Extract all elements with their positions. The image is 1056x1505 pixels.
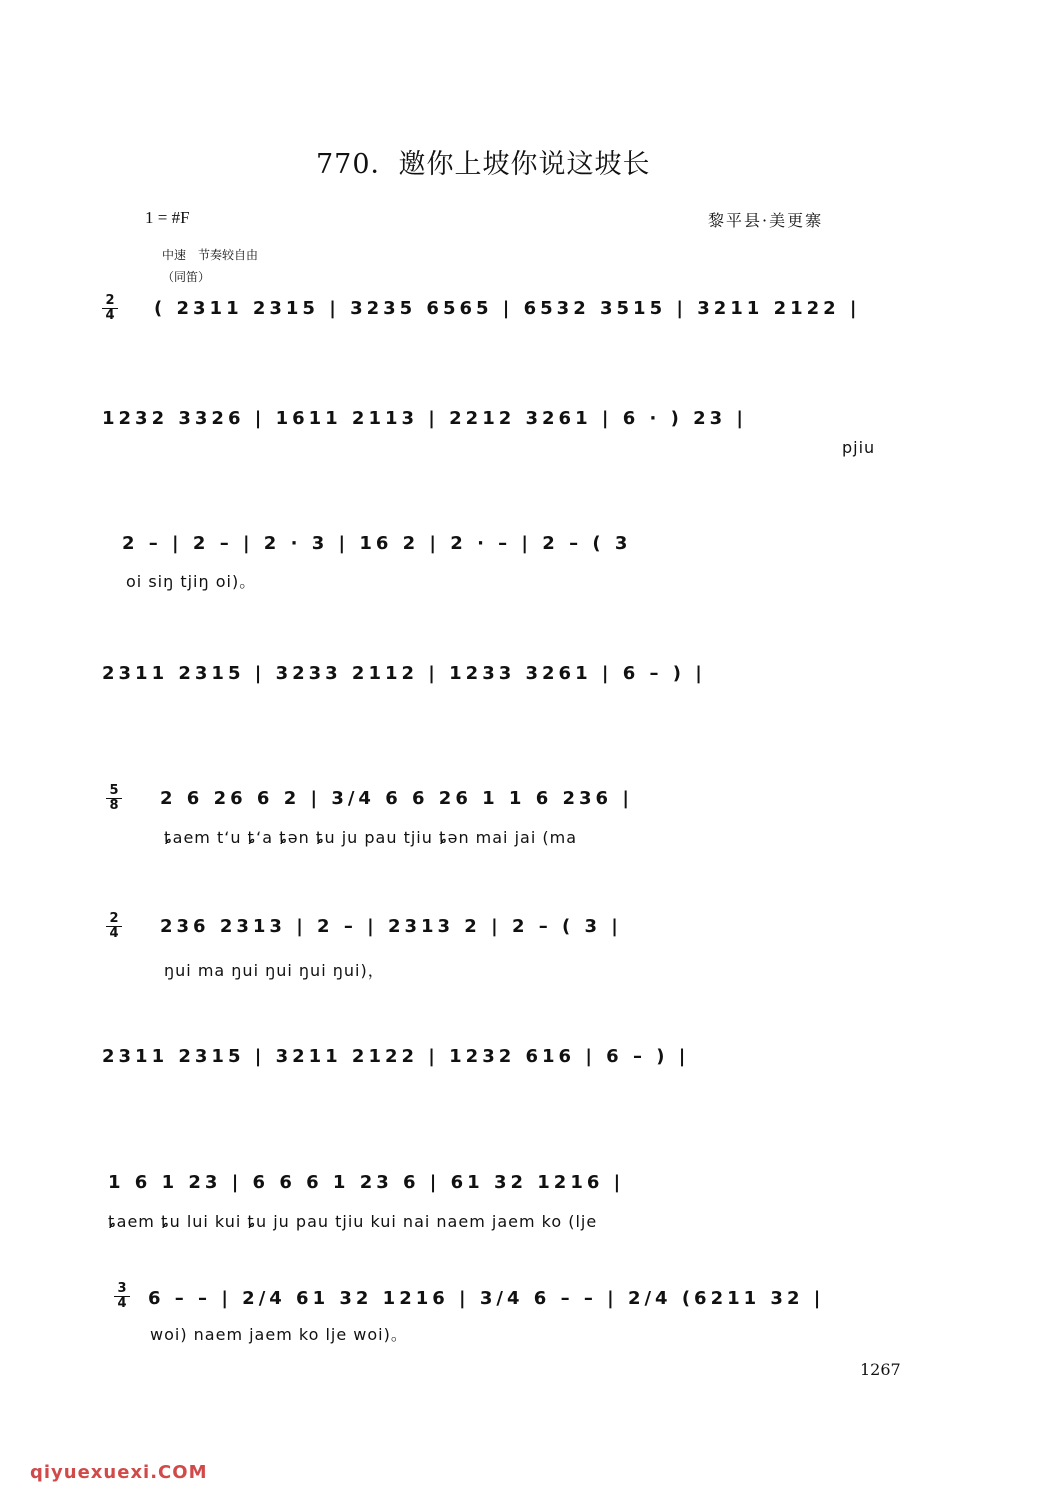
lyrics: woi) naem jaem ko lje woi)。 [150, 1325, 408, 1344]
watermark: qiyuexuexi.COM [30, 1462, 208, 1483]
lyrics: pjiu [842, 438, 876, 457]
lyrics: oi siŋ tjiŋ oi)。 [126, 572, 257, 591]
tempo-marking: 中速 节奏较自由 [162, 248, 259, 262]
notation: ( 2311 2315 | 3235 6565 | 6532 3515 | 3211 2122 | [154, 298, 861, 319]
notation: 1232 3326 | 1611 2113 | 2212 3261 | 6 · ) 23 | [102, 408, 747, 429]
notation: 2 6 26 6 2 | 3/4 6 6 26 1 1 6 236 | [160, 788, 633, 809]
lyrics: ȶaem t‘u ȶ‘a ȶən ȶu ju pau tjiu ȶən mai jai (ma [164, 828, 577, 847]
lyrics: ȶaem ȶu lui kui ȶu ju pau tjiu kui nai naem jaem ko (lje [108, 1212, 598, 1231]
time-signature: 5 8 [106, 784, 122, 813]
key-signature: 1 = #F [145, 208, 190, 227]
score-line-7 [102, 1046, 912, 1106]
notation: 2 – | 2 – | 2 · 3 | 16 2 | 2 · – | 2 – ( 3 [122, 533, 632, 554]
score-line-1 [102, 293, 912, 358]
score-line-3 [102, 533, 912, 593]
notation: 6 – – | 2/4 61 32 1216 | 3/4 6 – – | 2/4 (6211 32 | [148, 1288, 825, 1309]
notation: 2311 2315 | 3233 2112 | 1233 3261 | 6 – ) | [102, 663, 706, 684]
time-signature: 2 4 [106, 912, 122, 941]
time-signature: 2 4 [102, 294, 118, 323]
score-line-9 [102, 1281, 912, 1348]
score-line-4 [102, 663, 912, 723]
instrument-marking: （同笛） [162, 270, 211, 284]
score-line-6 [102, 911, 912, 980]
notation: 1 6 1 23 | 6 6 6 1 23 6 | 61 32 1216 | [108, 1172, 625, 1193]
score-line-5 [102, 783, 912, 848]
lyrics: ŋui ma ŋui ŋui ŋui ŋui)， [164, 961, 385, 980]
page-number: 1267 [860, 1360, 901, 1379]
notation: 236 2313 | 2 – | 2313 2 | 2 – ( 3 | [160, 916, 622, 937]
score-line-8 [102, 1172, 912, 1232]
time-signature: 3 4 [114, 1282, 130, 1311]
notation: 2311 2315 | 3211 2122 | 1232 616 | 6 – ) | [102, 1046, 690, 1067]
song-origin: 黎平县·美更寨 [708, 211, 824, 230]
score-line-2 [102, 408, 912, 468]
page-title: 770．邀你上坡你说这坡长 [316, 149, 651, 180]
